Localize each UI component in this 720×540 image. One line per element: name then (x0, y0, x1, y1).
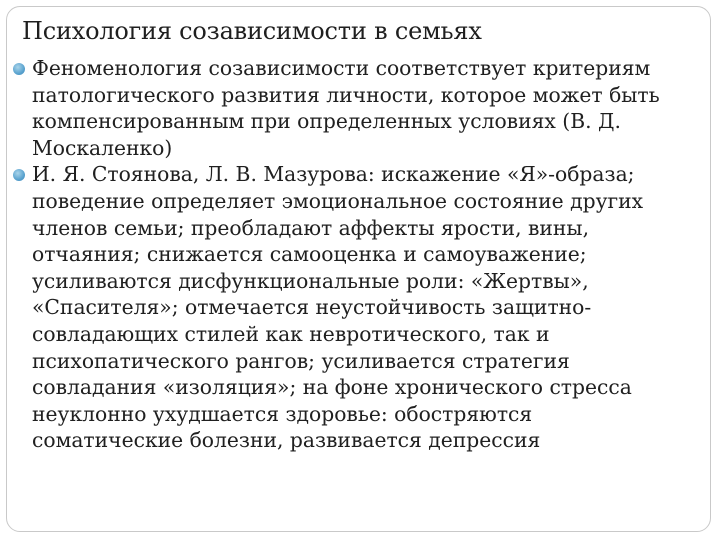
bullet-text: И. Я. Стоянова, Л. В. Мазурова: искажение «Я»-образа; поведение определяет эмоциональное состояние других членов семьи; преобладают аффекты ярости, вины, отчаяния; снижается самооценка и самоуважение; усиливаются дисфункциональные роли: «Жертвы», «Спасителя»; отмечается неустойчивость защитно-совладающих стилей как невротического, так и психопатического рангов; усиливается стратегия совладания «изоляция»; на фоне хронического стресса неуклонно ухудшается здоровье: обостряются соматические болезни, развивается депрессия (32, 162, 644, 453)
slide-title: Психология созависимости в семьях (22, 17, 482, 45)
bullet-dot-icon (13, 169, 25, 181)
bullet-list (12, 55, 680, 454)
bullet-item-moskalenko (12, 55, 680, 161)
bullet-dot-icon (13, 63, 25, 75)
bullet-text: Феноменология созависимости соответствует критериям патологического развития личности, которое может быть компенсированным при определенных условиях (В. Д. Москаленко) (32, 56, 660, 160)
bullet-item-stoyanova (12, 161, 680, 454)
